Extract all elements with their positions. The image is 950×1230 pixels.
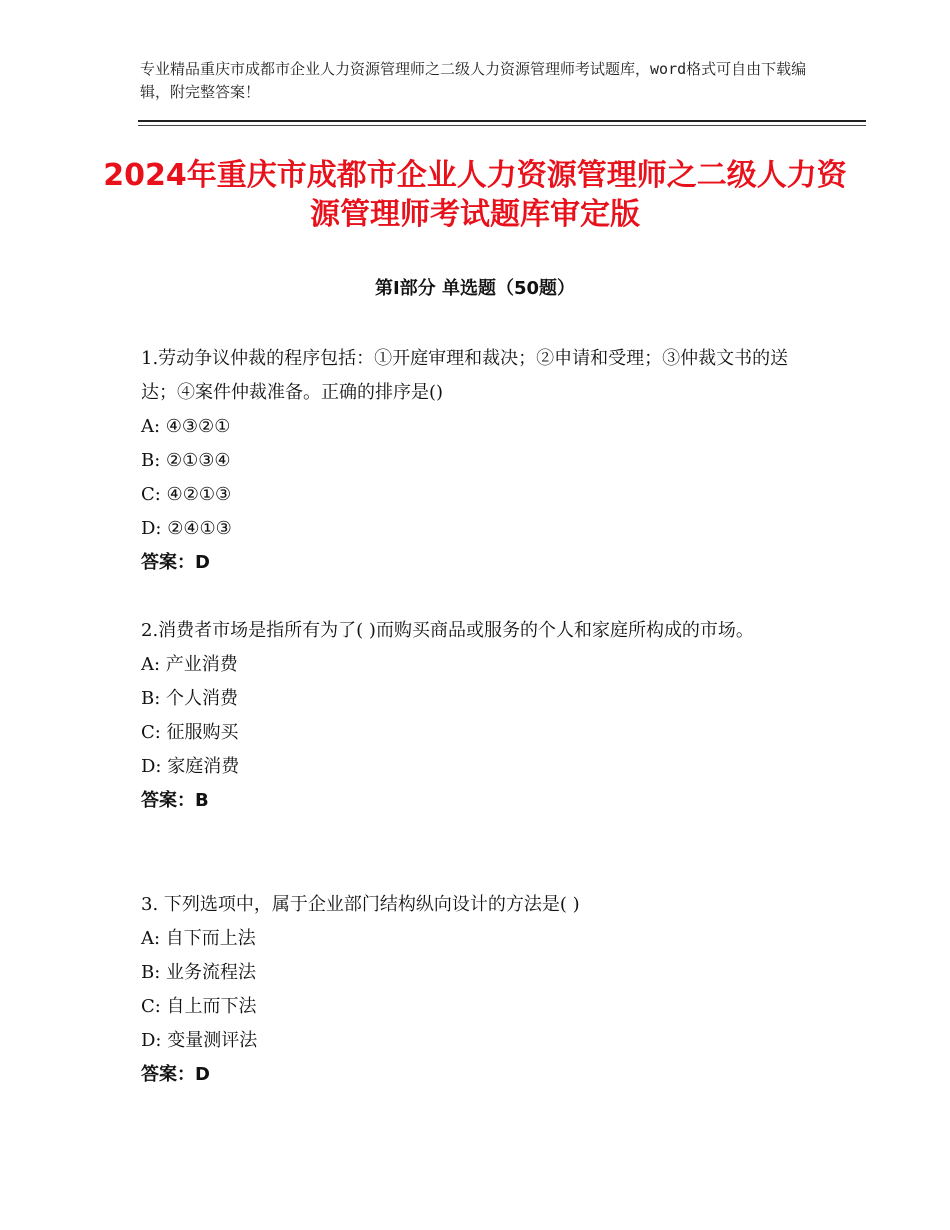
option-b: B: ②①③④: [141, 450, 231, 471]
document-title: 2024年重庆市成都市企业人力资源管理师之二级人力资源管理师考试题库审定版: [103, 158, 847, 232]
option-d: D: 家庭消费: [141, 756, 240, 777]
option-c: C: ④②①③: [141, 484, 232, 505]
question-1: [141, 342, 801, 580]
option-c: C: 自上而下法: [141, 996, 257, 1017]
option-c: C: 征服购买: [141, 722, 239, 743]
header-note: 专业精品重庆市成都市企业人力资源管理师之二级人力资源管理师考试题库，word格式可自由下载编辑，附完整答案！: [140, 60, 807, 101]
answer: 答案：D: [141, 1064, 210, 1085]
option-d: D: ②④①③: [141, 518, 232, 539]
option-a: A: 自下而上法: [141, 928, 256, 949]
question-2: [141, 614, 801, 818]
question-stem: 1.劳动争议仲裁的程序包括：①开庭审理和裁决；②申请和受理；③仲裁文书的送达；④案件仲裁准备。正确的排序是(): [141, 348, 789, 403]
question-3: [141, 888, 801, 1092]
question-stem: 2.消费者市场是指所有为了( )而购买商品或服务的个人和家庭所构成的市场。: [141, 620, 754, 641]
section-title: 第Ⅰ部分 单选题（50题）: [374, 278, 575, 299]
header-divider-thick: [138, 120, 866, 122]
answer: 答案：D: [141, 552, 210, 573]
option-b: B: 业务流程法: [141, 962, 257, 983]
header-divider-thin: [138, 125, 866, 126]
option-d: D: 变量测评法: [141, 1030, 258, 1051]
option-a: A: 产业消费: [141, 654, 238, 675]
option-a: A: ④③②①: [141, 416, 231, 437]
option-b: B: 个人消费: [141, 688, 239, 709]
answer: 答案：B: [141, 790, 209, 811]
question-stem: 3. 下列选项中，属于企业部门结构纵向设计的方法是( ): [141, 894, 580, 915]
